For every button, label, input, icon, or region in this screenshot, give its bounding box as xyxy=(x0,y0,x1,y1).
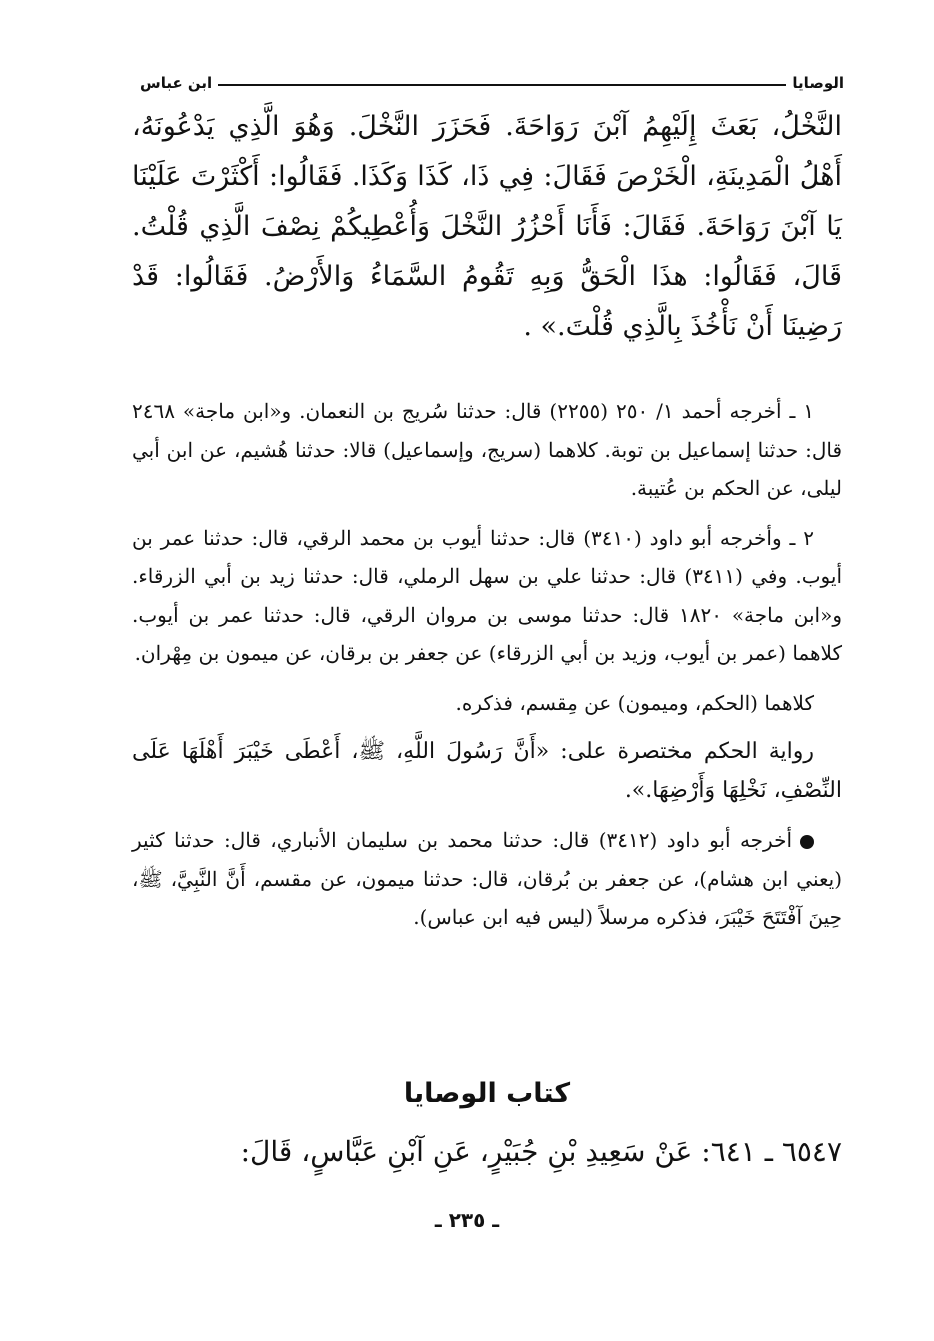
bullet-icon xyxy=(800,835,814,849)
header-narrator-title: ابن عباس xyxy=(140,74,213,92)
chapter-title: كتاب الوصايا xyxy=(403,1078,571,1109)
main-text xyxy=(132,102,842,352)
footnote-bullet-text: أخرجه أبو داود (٣٤١٢) قال: حدثنا محمد بن سليمان الأنباري، قال: حدثنا كثير (يعني ابن هشام)، عن جعفر بن بُرقان، قال: حدثنا ميمون، عن مقسم، أَنَّ النَّبِيَّ، ﷺ، حِينَ آفْتَتَحَ خَيْبَرَ، فذكره مرسلاً (ليس فيه ابن عباس). xyxy=(132,828,842,929)
main-paragraph: النَّخْلُ، بَعَثَ إِلَيْهِمُ آبْنَ رَوَاحَةَ. فَحَزَرَ النَّخْلَ. وَهُوَ الَّذِي يَدْعُونَهُ، أَهْلُ الْمَدِينَةِ، الْخَرْصَ فَقَالَ: فِي ذَا، كَذَا وَكَذَا. فَقَالُوا: أَكْثَرْتَ عَلَيْنَا يَا آبْنَ رَوَاحَةَ. فَقَالَ: فَأَنَا أَحْزُرُ النَّخْلَ وَأُعْطِيكُمْ نِصْفَ الَّذِي قُلْتُ. قَالَ، فَقَالُوا: هذَا الْحَقُّ وَبِهِ تَقُومُ السَّمَاءُ وَالأَرْضُ. فَقَالُوا: قَدْ رَضِينَا أَنْ نَأْخُذَ بِالَّذِي قُلْتَ.» . xyxy=(132,111,842,342)
page-number: ـ ٢٣٥ ـ xyxy=(434,1208,500,1232)
footnote-bullet xyxy=(132,821,842,937)
running-header xyxy=(140,64,844,92)
footnote-summary: كلاهما (الحكم، وميمون) عن مِقسم، فذكره. xyxy=(455,690,814,715)
footnote-2: ٢ ـ وأخرجه أبو داود (٣٤١٠) قال: حدثنا أيوب بن محمد الرقي، قال: حدثنا عمر بن أيوب. وفي (٣٤١١) قال: حدثنا علي بن سهل الرملي، قال: حدثنا زيد بن أبي الزرقاء. و«ابن ماجة» ١٨٢٠ قال: حدثنا موسى بن مروان الرقي، قال: حدثنا عمر بن أيوب. كلاهما (عمر بن أيوب، وزيد بن أبي الزرقاء) عن جعفر بن برقان، عن ميمون بن مِهْران. xyxy=(132,525,842,665)
header-chapter-title: الوصايا xyxy=(792,74,844,92)
header-rule xyxy=(218,84,786,86)
hadith-opening-line: ٦٥٤٧ ـ ٦٤١: عَنْ سَعِيدِ بْنِ جُبَيْرٍ، عَنِ آبْنِ عَبَّاسٍ، قَالَ: xyxy=(240,1135,842,1168)
footnote-1: ١ ـ أخرجه أحمد ١/ ٢٥٠ (٢٢٥٥) قال: حدثنا سُريج بن النعمان. و«ابن ماجة» ٢٤٦٨ قال: حدثنا إسماعيل بن توبة. كلاهما (سريج، وإسماعيل) قالا: حدثنا هُشيم، عن ابن أبي ليلى، عن الحكم بن عُتيبة. xyxy=(132,399,842,500)
footnote-narration: رواية الحكم مختصرة على: «أَنَّ رَسُولَ اللَّهِ، ﷺ، أَعْطَى خَيْبَرَ أَهْلَهَا عَلَى النِّصْفِ، نَخْلِهَا وَأَرْضِهَا.». xyxy=(132,739,842,803)
footnotes xyxy=(132,392,842,948)
